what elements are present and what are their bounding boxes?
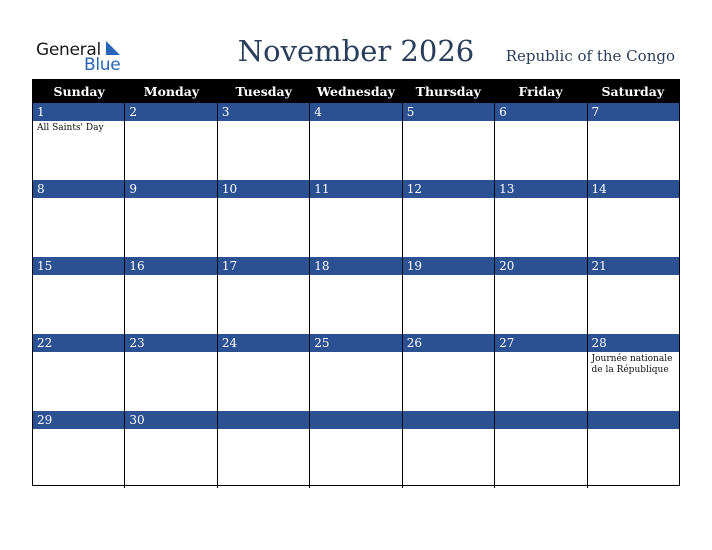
day-number: 23 bbox=[125, 334, 216, 352]
day-cell bbox=[218, 257, 310, 334]
day-number: 9 bbox=[125, 180, 216, 198]
day-cell bbox=[588, 257, 679, 334]
holiday-label bbox=[403, 429, 494, 431]
holiday-label bbox=[218, 121, 309, 123]
holiday-label bbox=[310, 429, 401, 431]
day-number: 22 bbox=[33, 334, 124, 352]
day-number bbox=[310, 411, 401, 429]
weekday-header: Friday bbox=[518, 84, 563, 99]
day-number: 4 bbox=[310, 103, 401, 121]
day-number bbox=[218, 411, 309, 429]
holiday-label: Journée nationale de la République bbox=[591, 354, 673, 375]
weekday-header: Wednesday bbox=[317, 84, 395, 99]
day-cell bbox=[403, 103, 495, 180]
holiday-label bbox=[310, 275, 401, 277]
day-cell bbox=[125, 334, 217, 411]
day-number: 6 bbox=[495, 103, 586, 121]
day-number: 21 bbox=[588, 257, 679, 275]
holiday-label bbox=[33, 198, 124, 200]
day-number bbox=[495, 411, 586, 429]
holiday-label bbox=[33, 429, 124, 431]
day-number: 25 bbox=[310, 334, 401, 352]
day-cell bbox=[310, 103, 402, 180]
holiday-label bbox=[403, 198, 494, 200]
calendar-grid bbox=[32, 79, 680, 486]
weekday-header: Sunday bbox=[53, 84, 105, 99]
holiday-label bbox=[310, 198, 401, 200]
week-row bbox=[33, 257, 679, 334]
day-number: 28 bbox=[588, 334, 679, 352]
day-cell bbox=[310, 257, 402, 334]
day-number: 30 bbox=[125, 411, 216, 429]
day-number: 10 bbox=[218, 180, 309, 198]
day-cell bbox=[588, 103, 679, 180]
day-cell bbox=[588, 411, 679, 488]
day-number: 16 bbox=[125, 257, 216, 275]
page-title: November 2026 bbox=[237, 34, 475, 68]
country-name: Republic of the Congo bbox=[505, 47, 675, 65]
day-cell bbox=[218, 103, 310, 180]
weekday-header-row bbox=[33, 80, 679, 103]
holiday-label bbox=[125, 429, 216, 431]
day-number: 8 bbox=[33, 180, 124, 198]
day-number: 2 bbox=[125, 103, 216, 121]
day-cell bbox=[495, 103, 587, 180]
week-row bbox=[33, 103, 679, 180]
holiday-label bbox=[495, 121, 586, 123]
day-cell bbox=[33, 334, 125, 411]
day-cell bbox=[33, 411, 125, 488]
weekday-header: Saturday bbox=[601, 84, 665, 99]
brand-word-general: General bbox=[36, 40, 101, 60]
week-row bbox=[33, 180, 679, 257]
week-row bbox=[33, 411, 679, 488]
day-cell bbox=[125, 411, 217, 488]
day-number: 24 bbox=[218, 334, 309, 352]
week-row bbox=[33, 334, 679, 411]
holiday-label bbox=[403, 121, 494, 123]
day-cell bbox=[403, 180, 495, 257]
holiday-label: All Saints' Day bbox=[37, 123, 104, 133]
day-number: 20 bbox=[495, 257, 586, 275]
day-cell bbox=[495, 334, 587, 411]
day-number: 29 bbox=[33, 411, 124, 429]
weekday-header: Thursday bbox=[415, 84, 481, 99]
holiday-label bbox=[588, 198, 679, 200]
holiday-label bbox=[125, 275, 216, 277]
holiday-label bbox=[310, 352, 401, 354]
holiday-label bbox=[495, 352, 586, 354]
brand-word-blue: Blue bbox=[84, 55, 121, 75]
day-number bbox=[403, 411, 494, 429]
holiday-label bbox=[33, 275, 124, 277]
day-number: 13 bbox=[495, 180, 586, 198]
day-cell bbox=[218, 334, 310, 411]
holiday-label bbox=[310, 121, 401, 123]
day-number: 12 bbox=[403, 180, 494, 198]
holiday-label bbox=[495, 198, 586, 200]
day-cell bbox=[33, 103, 125, 180]
day-cell bbox=[310, 334, 402, 411]
day-cell bbox=[33, 180, 125, 257]
day-number: 1 bbox=[33, 103, 124, 121]
weekday-header: Tuesday bbox=[235, 84, 292, 99]
day-cell bbox=[495, 257, 587, 334]
day-cell bbox=[125, 103, 217, 180]
holiday-label bbox=[125, 198, 216, 200]
day-number: 5 bbox=[403, 103, 494, 121]
day-number: 18 bbox=[310, 257, 401, 275]
day-number: 11 bbox=[310, 180, 401, 198]
holiday-label bbox=[588, 429, 679, 431]
day-cell bbox=[125, 257, 217, 334]
day-cell bbox=[588, 180, 679, 257]
holiday-label bbox=[588, 275, 679, 277]
day-cell bbox=[495, 180, 587, 257]
day-number bbox=[588, 411, 679, 429]
holiday-label bbox=[495, 429, 586, 431]
day-cell bbox=[310, 411, 402, 488]
day-cell bbox=[33, 257, 125, 334]
weekday-header: Monday bbox=[143, 84, 200, 99]
holiday-label bbox=[125, 121, 216, 123]
day-number: 17 bbox=[218, 257, 309, 275]
holiday-label bbox=[403, 275, 494, 277]
day-cell bbox=[403, 334, 495, 411]
holiday-label bbox=[125, 352, 216, 354]
day-number: 3 bbox=[218, 103, 309, 121]
day-cell bbox=[218, 180, 310, 257]
day-cell bbox=[218, 411, 310, 488]
holiday-label bbox=[588, 121, 679, 123]
day-number: 15 bbox=[33, 257, 124, 275]
day-cell bbox=[125, 180, 217, 257]
holiday-label bbox=[218, 352, 309, 354]
day-cell bbox=[588, 334, 679, 411]
day-number: 14 bbox=[588, 180, 679, 198]
day-cell bbox=[495, 411, 587, 488]
holiday-label bbox=[403, 352, 494, 354]
day-number: 27 bbox=[495, 334, 586, 352]
day-cell bbox=[403, 257, 495, 334]
holiday-label bbox=[33, 352, 124, 354]
day-cell bbox=[310, 180, 402, 257]
holiday-label bbox=[218, 275, 309, 277]
holiday-label bbox=[495, 275, 586, 277]
day-number: 26 bbox=[403, 334, 494, 352]
holiday-label bbox=[218, 429, 309, 431]
brand-logo bbox=[36, 40, 136, 74]
holiday-label bbox=[218, 198, 309, 200]
day-number: 19 bbox=[403, 257, 494, 275]
day-number: 7 bbox=[588, 103, 679, 121]
day-cell bbox=[403, 411, 495, 488]
